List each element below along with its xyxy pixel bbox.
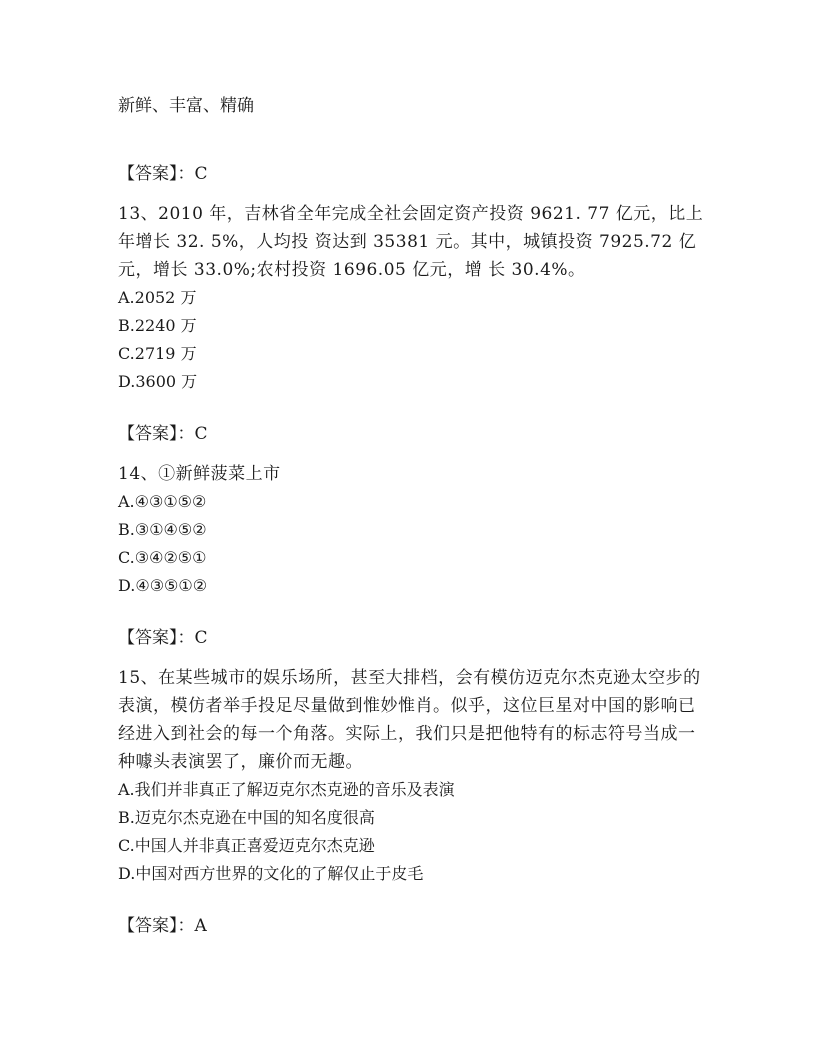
- question-14: [118, 460, 708, 652]
- q15-option-b: B.迈克尔杰克逊在中国的知名度很高: [118, 808, 375, 827]
- document-page: [118, 92, 708, 940]
- previous-question-fragment: 新鲜、丰富、精确: [118, 96, 254, 116]
- q13-option-b: B.2240 万: [118, 316, 197, 335]
- q15-stem: 15、在某些城市的娱乐场所，甚至大排档，会有模仿迈克尔杰克逊太空步的表演，模仿者举手投足尽量做到惟妙惟肖。似乎，这位巨星对中国的影响已经进入到社会的每一个角落。实际上，我们只是把他特有的标志符号当成一种噱头表演罢了，廉价而无趣。: [118, 668, 701, 772]
- q14-option-c: C.③④②⑤①: [118, 548, 207, 567]
- q13-option-d: D.3600 万: [118, 372, 198, 391]
- q15-option-a: A.我们并非真正了解迈克尔杰克逊的音乐及表演: [118, 780, 455, 799]
- question-13: [118, 200, 708, 448]
- q12-answer: 【答案】：C: [118, 164, 208, 184]
- q14-answer: 【答案】：C: [118, 628, 208, 648]
- q14-option-b: B.③①④⑤②: [118, 520, 207, 539]
- q14-stem: 14、①新鲜菠菜上市: [118, 464, 281, 484]
- q13-stem: 13、2010 年，吉林省全年完成全社会固定资产投资 9621. 77 亿元，比上年增长 32. 5%，人均投 资达到 35381 元。其中，城镇投资 7925.72 亿元，增长 33.0%;农村投资 1696.05 亿元，增 长 30.4%。: [118, 204, 704, 280]
- q14-option-a: A.④③①⑤②: [118, 492, 207, 511]
- q15-option-c: C.中国人并非真正喜爱迈克尔杰克逊: [118, 836, 375, 855]
- q13-option-c: C.2719 万: [118, 344, 197, 363]
- q15-answer: 【答案】：A: [118, 916, 207, 936]
- question-15: [118, 664, 708, 940]
- q13-answer: 【答案】：C: [118, 424, 208, 444]
- q15-option-d: D.中国对西方世界的文化的了解仅止于皮毛: [118, 864, 424, 883]
- q14-option-d: D.④③⑤①②: [118, 576, 208, 595]
- q13-option-a: A.2052 万: [118, 288, 197, 307]
